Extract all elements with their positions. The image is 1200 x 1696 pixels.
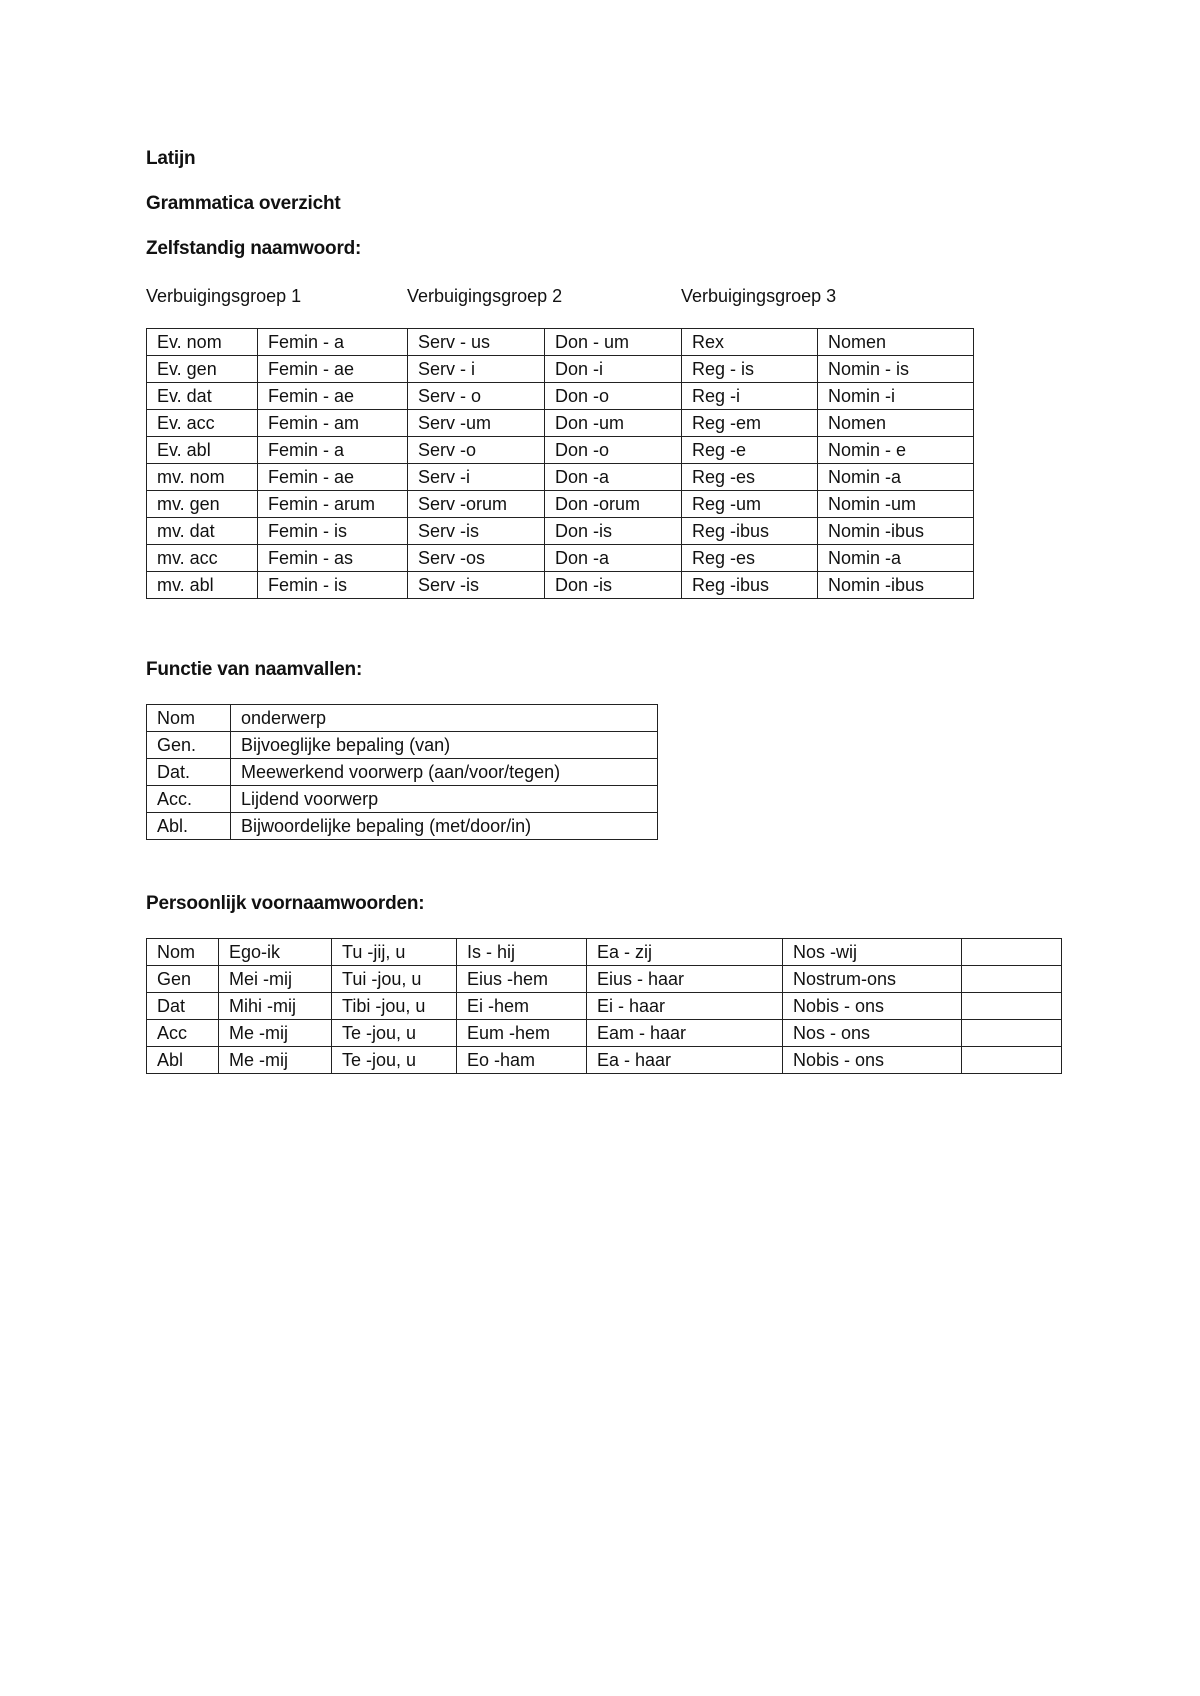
- table-cell: Don -is: [545, 518, 682, 545]
- table-cell: Reg -um: [682, 491, 818, 518]
- table-cell: Serv - o: [408, 383, 545, 410]
- table-cell: Don -o: [545, 437, 682, 464]
- document-subtitle: Grammatica overzicht: [146, 193, 341, 214]
- table-cell: mv. acc: [147, 545, 258, 572]
- table-cell: Eum -hem: [457, 1020, 587, 1047]
- table-cell: Femin - ae: [258, 356, 408, 383]
- table-cell: Abl: [147, 1047, 219, 1074]
- case-function-row: [147, 786, 658, 813]
- table-cell: Eius -hem: [457, 966, 587, 993]
- table-cell: Me -mij: [219, 1020, 332, 1047]
- declension-row: [147, 329, 974, 356]
- table-cell: Nomin -ibus: [818, 572, 974, 599]
- table-cell: Nomen: [818, 329, 974, 356]
- table-cell: Serv -orum: [408, 491, 545, 518]
- table-cell: Eius - haar: [587, 966, 783, 993]
- table-cell: Nostrum-ons: [783, 966, 962, 993]
- table-cell: [962, 966, 1062, 993]
- pronoun-row: [147, 966, 1062, 993]
- table-cell: Nobis - ons: [783, 1047, 962, 1074]
- pronoun-row: [147, 993, 1062, 1020]
- table-cell: Femin - ae: [258, 383, 408, 410]
- table-cell: Serv -is: [408, 518, 545, 545]
- declension-row: [147, 518, 974, 545]
- table-cell: mv. abl: [147, 572, 258, 599]
- table-cell: Serv -is: [408, 572, 545, 599]
- declension-row: [147, 383, 974, 410]
- table-cell: [962, 1047, 1062, 1074]
- case-function-table: [146, 704, 658, 840]
- table-cell: Bijwoordelijke bepaling (met/door/in): [231, 813, 658, 840]
- table-cell: Tui -jou, u: [332, 966, 457, 993]
- personal-pronoun-table: [146, 938, 1062, 1074]
- table-cell: Mihi -mij: [219, 993, 332, 1020]
- table-cell: Nomin -i: [818, 383, 974, 410]
- table-cell: Nomen: [818, 410, 974, 437]
- group-label-3: Verbuigingsgroep 3: [681, 286, 837, 306]
- declension-row: [147, 410, 974, 437]
- declension-row: [147, 572, 974, 599]
- case-function-row: [147, 732, 658, 759]
- table-cell: Reg -es: [682, 464, 818, 491]
- table-cell: Dat.: [147, 759, 231, 786]
- table-cell: Don -um: [545, 410, 682, 437]
- table-cell: Serv -o: [408, 437, 545, 464]
- declension-row: [147, 437, 974, 464]
- table-cell: Nomin - is: [818, 356, 974, 383]
- table-cell: Gen: [147, 966, 219, 993]
- table-cell: Femin - ae: [258, 464, 408, 491]
- table-cell: Nobis - ons: [783, 993, 962, 1020]
- declension-table: [146, 328, 974, 599]
- group-label-2: Verbuigingsgroep 2: [407, 286, 563, 306]
- table-cell: Reg -es: [682, 545, 818, 572]
- table-cell: Ev. dat: [147, 383, 258, 410]
- table-cell: Rex: [682, 329, 818, 356]
- table-cell: Dat: [147, 993, 219, 1020]
- cases-section-heading: Functie van naamvallen:: [146, 659, 363, 680]
- table-cell: Meewerkend voorwerp (aan/voor/tegen): [231, 759, 658, 786]
- declension-row: [147, 356, 974, 383]
- table-cell: Nomin -a: [818, 545, 974, 572]
- table-cell: Reg -ibus: [682, 518, 818, 545]
- declension-group-labels: [146, 286, 1046, 310]
- table-cell: Ea - zij: [587, 939, 783, 966]
- table-cell: Me -mij: [219, 1047, 332, 1074]
- table-cell: Don -a: [545, 464, 682, 491]
- case-function-row: [147, 705, 658, 732]
- table-cell: Nomin -um: [818, 491, 974, 518]
- table-cell: Acc.: [147, 786, 231, 813]
- table-cell: [962, 993, 1062, 1020]
- table-cell: Nomin -ibus: [818, 518, 974, 545]
- table-cell: Serv -i: [408, 464, 545, 491]
- table-cell: Nom: [147, 939, 219, 966]
- table-cell: Don -orum: [545, 491, 682, 518]
- table-cell: Nomin - e: [818, 437, 974, 464]
- table-cell: Ev. gen: [147, 356, 258, 383]
- table-cell: Mei -mij: [219, 966, 332, 993]
- table-cell: Serv - us: [408, 329, 545, 356]
- declension-row: [147, 491, 974, 518]
- table-cell: Serv - i: [408, 356, 545, 383]
- table-cell: Reg -i: [682, 383, 818, 410]
- case-function-row: [147, 813, 658, 840]
- table-cell: Don -a: [545, 545, 682, 572]
- table-cell: Femin - a: [258, 329, 408, 356]
- table-cell: Femin - is: [258, 572, 408, 599]
- table-cell: onderwerp: [231, 705, 658, 732]
- table-cell: Femin - am: [258, 410, 408, 437]
- document-title: Latijn: [146, 148, 196, 169]
- table-cell: Serv -um: [408, 410, 545, 437]
- table-cell: Abl.: [147, 813, 231, 840]
- table-cell: Ea - haar: [587, 1047, 783, 1074]
- table-cell: Don - um: [545, 329, 682, 356]
- table-cell: Acc: [147, 1020, 219, 1047]
- table-cell: Nom: [147, 705, 231, 732]
- case-function-row: [147, 759, 658, 786]
- pronoun-row: [147, 939, 1062, 966]
- table-cell: Ei -hem: [457, 993, 587, 1020]
- table-cell: Nos - ons: [783, 1020, 962, 1047]
- table-cell: Tibi -jou, u: [332, 993, 457, 1020]
- table-cell: Gen.: [147, 732, 231, 759]
- table-cell: Don -o: [545, 383, 682, 410]
- table-cell: Reg -e: [682, 437, 818, 464]
- table-cell: Eam - haar: [587, 1020, 783, 1047]
- table-cell: Don -i: [545, 356, 682, 383]
- table-cell: Reg -ibus: [682, 572, 818, 599]
- table-cell: mv. dat: [147, 518, 258, 545]
- table-cell: [962, 1020, 1062, 1047]
- table-cell: Reg -em: [682, 410, 818, 437]
- pronoun-section-heading: Persoonlijk voornaamwoorden:: [146, 893, 425, 914]
- table-cell: [962, 939, 1062, 966]
- table-cell: Tu -jij, u: [332, 939, 457, 966]
- declension-row: [147, 545, 974, 572]
- table-cell: Femin - is: [258, 518, 408, 545]
- table-cell: Is - hij: [457, 939, 587, 966]
- pronoun-row: [147, 1020, 1062, 1047]
- table-cell: Femin - arum: [258, 491, 408, 518]
- table-cell: Ev. acc: [147, 410, 258, 437]
- table-cell: Ev. nom: [147, 329, 258, 356]
- table-cell: Ei - haar: [587, 993, 783, 1020]
- table-cell: Bijvoeglijke bepaling (van): [231, 732, 658, 759]
- table-cell: Don -is: [545, 572, 682, 599]
- table-cell: Te -jou, u: [332, 1020, 457, 1047]
- pronoun-row: [147, 1047, 1062, 1074]
- table-cell: Nos -wij: [783, 939, 962, 966]
- table-cell: Femin - a: [258, 437, 408, 464]
- group-label-1: Verbuigingsgroep 1: [146, 286, 302, 306]
- table-cell: Lijdend voorwerp: [231, 786, 658, 813]
- table-cell: Serv -os: [408, 545, 545, 572]
- table-cell: Ego-ik: [219, 939, 332, 966]
- table-cell: mv. nom: [147, 464, 258, 491]
- table-cell: Reg - is: [682, 356, 818, 383]
- table-cell: Nomin -a: [818, 464, 974, 491]
- declension-row: [147, 464, 974, 491]
- table-cell: Te -jou, u: [332, 1047, 457, 1074]
- table-cell: Femin - as: [258, 545, 408, 572]
- table-cell: Eo -ham: [457, 1047, 587, 1074]
- table-cell: Ev. abl: [147, 437, 258, 464]
- table-cell: mv. gen: [147, 491, 258, 518]
- noun-section-heading: Zelfstandig naamwoord:: [146, 238, 362, 259]
